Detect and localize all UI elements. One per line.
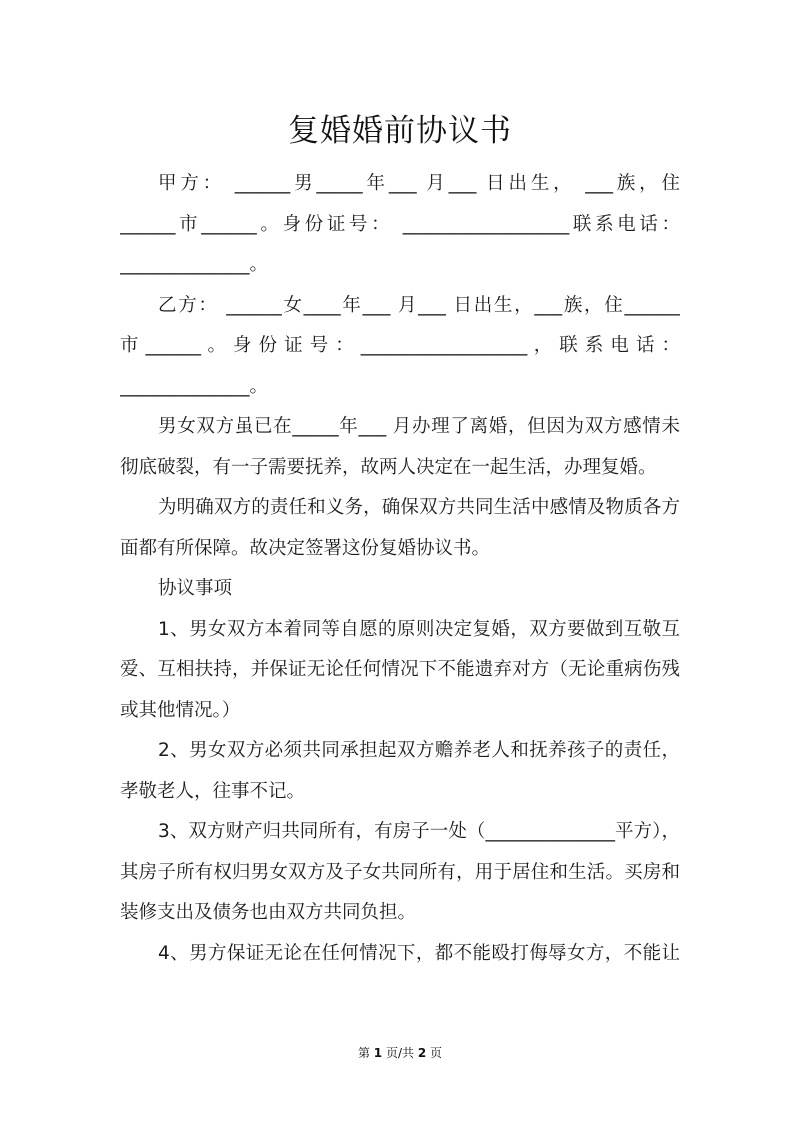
document-line: 协议事项 [158,578,233,599]
footer-middle: 页/共 [385,1046,415,1060]
footer-current-page: 1 [373,1046,383,1060]
document-line: 男女双方虽已在_____年___ 月办理了离婚，但因为双方感情未 [158,416,680,437]
document-line: 3、双方财产归共同所有，有房子一处（______________平方）， [158,821,680,842]
document-line: 面都有所保障。故决定签署这份复婚协议书。 [120,537,491,559]
footer-prefix: 第 [357,1046,370,1060]
document-line: 4、男方保证无论在任何情况下，都不能殴打侮辱女方，不能让 [158,942,680,964]
document-body [120,164,680,974]
document-line: ______________。 [120,375,269,397]
document-line: ______________。 [120,254,269,275]
document-line: 乙方： ______女____年___ 月___ 日出生，___族，住______ [158,294,680,316]
document-line: 孝敬老人，往事不记。 [120,780,306,802]
footer-suffix: 页 [430,1046,443,1060]
document-line: ______市______。身份证号： __________________联系电话： [120,213,680,235]
page-footer [0,1044,800,1061]
document-line: 2、男女双方必须共同承担起双方赡养老人和抚养孩子的责任， [158,740,680,761]
document-line: 市 ______ 。 身 份 证 号 ： __________________ ， 联 系 电 话 ： [120,335,680,356]
document-line: 甲方： ______男_____年___ 月___ 日出生， ___族，住 [158,173,680,194]
document-line: 或其他情况。） [120,699,241,721]
document-title: 复婚婚前协议书 [288,113,512,149]
document-line: 其房子所有权归男女双方及子女共同所有，用于居住和生活。买房和 [120,861,680,883]
document-line: 1、男女双方本着同等自愿的原则决定复婚，双方要做到互敬互 [158,618,680,640]
footer-total-pages: 2 [417,1046,427,1060]
document-line: 为明确双方的责任和义务，确保双方共同生活中感情及物质各方 [158,497,680,518]
document-line: 装修支出及债务也由双方共同负担。 [120,902,417,923]
document-line: 爱、互相扶持，并保证无论任何情况下不能遗弃对方（无论重病伤残 [120,659,680,680]
document-line: 彻底破裂，有一子需要抚养，故两人决定在一起生活，办理复婚。 [120,456,657,478]
